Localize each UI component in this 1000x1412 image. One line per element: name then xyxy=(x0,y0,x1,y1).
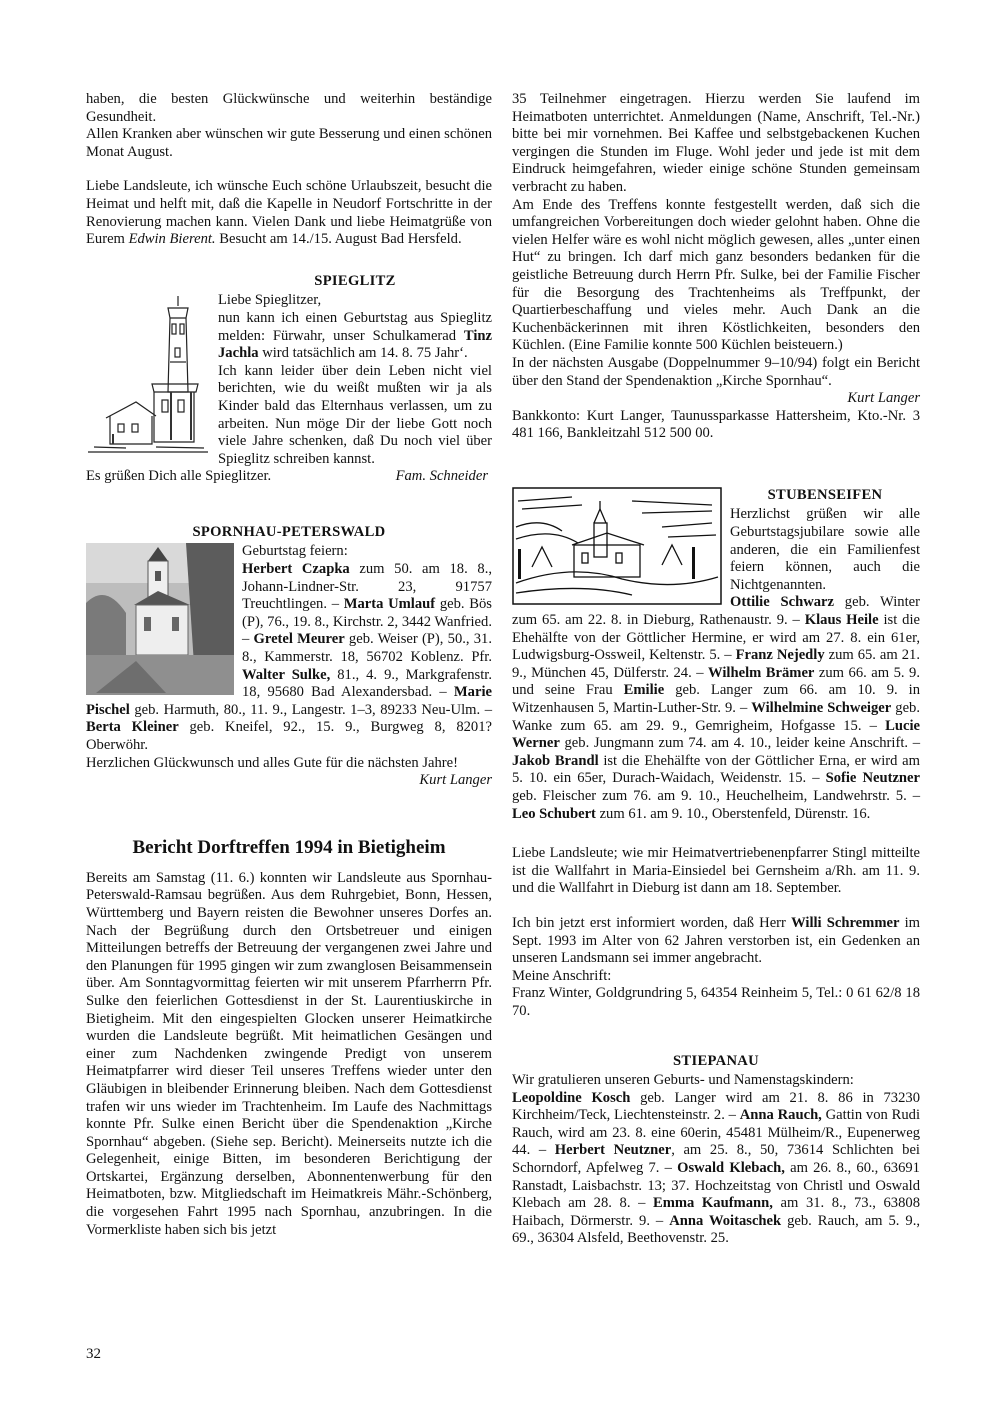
section-stiepanau xyxy=(512,1053,920,1249)
birthday-text: geb. Fleischer zum 76. am 9. 10., Heuchelheim, Landwehrstr. 5. – xyxy=(512,787,920,804)
person-herbert-neutzner: Herbert Neutzner xyxy=(554,1142,672,1159)
article-title: Bericht Dorftreffen 1994 in Bietigheim xyxy=(132,836,446,858)
spornhau-closing: Herzlichen Glückwunsch und alles Gute für die nächsten Jahre! xyxy=(86,754,459,771)
person-emilie: Emilie xyxy=(623,682,665,699)
spieglitz-text-end: wird tatsächlich am 14. 8. 75 Jahr‘. xyxy=(258,345,468,362)
person-gretel-meurer: Gretel Meurer xyxy=(253,631,345,648)
birthday-text: zum 61. am 9. 10., Oberstenfeld, Dürenstr. 16. xyxy=(595,805,871,822)
section-bericht xyxy=(86,836,492,1239)
church-photo xyxy=(86,543,234,695)
birthday-text: geb. Winter zum 65. am 22. 8. in Dieburg, Rathenaustr. 9. – xyxy=(512,594,920,629)
birthday-text: geb. Langer wird am 21. 8. 86 in 73230 Kirchheim/Teck, Liechtensteinstr. 2. – xyxy=(512,1089,920,1124)
birthday-text: geb. Harmuth, 80., 11. 9., Langestr. 1–3, 89233 Neu-Ulm. – xyxy=(129,701,492,718)
stiepanau-birthdays xyxy=(512,1090,920,1248)
birthday-text: geb. Bös (P), 76., 19. 8., Kirchstr. 2, 3442 Wanfried. – xyxy=(242,596,492,648)
person-franz-nejedly: Franz Nejedly xyxy=(735,647,825,664)
section-spornhau xyxy=(86,524,492,790)
greeting-text-end: Besucht am 14./15. August Bad Hersfeld. xyxy=(215,231,462,248)
stubenseifen-birthdays xyxy=(512,594,920,823)
spornhau-intro: Geburtstag feiern: xyxy=(242,543,348,560)
birthday-text: Gattin von Rudi Rauch, wird am 23. 8. eine 60erin, 45481 Mülheim/R., Eupenerweg 44. – xyxy=(512,1107,920,1159)
bank-account: Bankkonto: Kurt Langer, Taunussparkasse Hattersheim, Kto.-Nr. 3 481 166, Bankleitzahl 512 500 00. xyxy=(512,407,920,442)
birthday-text: am 31. 8., 73., 63808 Haibach, Dörmerstr. 9. – xyxy=(512,1195,920,1229)
article-continued-1: 35 Teilnehmer eingetragen. Hierzu werden Sie laufend im Heimatboten unterrichtet. Anmeldungen (Name, Anschrift, Tel.-Nr.) bitte bei mir vornehmen. Bei Kaffee und selbstgebackenen Kuchen vergingen die Stunden im Fluge. Wohl jeder und jede ist mit dem Eindruck heimgefahren, wieder einige schöne Stunden gemeinsam verbracht zu haben. xyxy=(512,91,920,195)
spieglitz-signature: Fam. Schneider xyxy=(395,468,488,485)
article-body: Bereits am Samstag (11. 6.) konnten wir Landsleute aus Spornhau-Peterswald-Ramsau begrüßen. Aus dem Ruhrgebiet, Bonn, Hessen, Württemberg und Bayern reisten die Bewohner unseres Dorfes an. Nach der Begrüßung durch den Ortsbetreuer und einigen Mitteilungen betreffs der Betreuung der vergangenen zwei Jahre und den Planungen für 1995 gingen wir zum zwanglosen Beisammensein über. Am Sonntagvormittag feierten wir mit unserem Pfarrherrn Pfr. Sulke den feierlichen Gottesdienst in der St. Laurentiuskirche in Bietigheim. Mit den eingespielten Glocken unserer Heimatkirche wurden die Landsleute begrüßt. Mit heimatlichen Gesängen und einer zum Nachdenken zwingende Predigt von unserem Heimatpfarrer wird dieser Teil unseres Treffens wieder unter den Gläubigen in bleibender Erinnerung bleiben. Nach dem Gottesdienst trafen wir uns wieder im Trachtenheim. Im Laufe des Nachmittags konnte Pfr. Sulke einen Bericht über die Spendenaktion „Kirche Spornhau“ abgeben. (Siehe sep. Bericht). Meinerseits nutzte ich die Gelegenheit, einige Bitten, im besonderen Berichtigung der Ortskartei, Ergänzung derselben, Abonnentenwerbung für den Heimatboten, bzw. Mitgliedschaft im Heimatkreis Mähr.-Schönberg, die vorgesehen Fahrt 1995 nach Spornhau, anzubringen. In die Vormerkliste haben sich bis jetzt xyxy=(86,869,492,1238)
intro-paragraph-2: Allen Kranken aber wünschen wir gute Besserung und einen schönen Monat August. xyxy=(86,126,492,160)
section-title-stiepanau: STIEPANAU xyxy=(673,1052,759,1069)
tower-illustration xyxy=(86,292,210,462)
greeting-text: Liebe Landsleute, ich wünsche Euch schöne Urlaubszeit, besucht die Heimat und helft mit, daß die Kapelle in Neudorf Fortschritte in der Renovierung machen kann. Vielen Dank und liebe Heimatgrüße von Eurem xyxy=(86,178,492,248)
section-title-spieglitz: SPIEGLITZ xyxy=(314,272,396,289)
stubenseifen-intro: Herzlichst grüßen wir alle Geburtstagsjubilare sowie alle anderen, die ein Familienfest feiern können, auch die Nichtgenannten. xyxy=(730,506,920,593)
person-tinz-jachla: Tinz Jachla xyxy=(218,327,492,362)
greeting-paragraph xyxy=(86,178,492,248)
birthday-text: geb. Weiser (P), 50., 31. 8., Kammerstr. 18, 56702 Koblenz. Pfr. xyxy=(242,631,492,666)
person-anna-woitaschek: Anna Woitaschek xyxy=(669,1212,782,1229)
spieglitz-text: nun kann ich einen Geburtstag aus Spieglitz melden: Fürwahr, unser Schulkamerad xyxy=(218,309,492,344)
article-continued-2: Am Ende des Treffens konnte festgestellt werden, daß sich die umfangreichen Vorbereitungen doch wieder gelohnt haben. Ohne die vielen Helfer wäre es wohl nicht möglich gewesen, alles „unter einen Hut“ zu bringen. Ich darf mich ganz besonders bedanken für die geistliche Betreuung durch Herrn Pfr. Sulke, bei der Familie Fischer für die Besorgung des Trachtenheims als Treffpunkt, der Quartierbeschaffung und vieles mehr. Auch Dank an die Kuchenbäckerinnen mit ihren Köstlichkeiten, besonders den Küchlen. (Eine Familie konnte 500 Küchlen beisteuern.) xyxy=(512,196,920,354)
right-column xyxy=(512,91,920,1248)
person-leo-schubert: Leo Schubert xyxy=(512,805,596,822)
person-emma-kaufmann: Emma Kaufmann, xyxy=(652,1195,773,1212)
birthday-text: , am 25. 8., 50, 73614 Schlichten bei Schorndorf, Apfelweg 7. – xyxy=(512,1142,920,1177)
death-text: Ich bin jetzt erst informiert worden, daß Herr xyxy=(512,914,792,931)
person-anna-rauch: Anna Rauch, xyxy=(739,1107,822,1124)
address-label: Meine Anschrift: xyxy=(512,967,612,984)
birthday-text: zum 50. am 18. 8., Johann-Lindner-Str. 23, 91757 Treuchtlingen. – xyxy=(242,561,492,613)
spieglitz-closing: Es grüßen Dich alle Spieglitzer. xyxy=(86,468,272,485)
person-leopoldine-kosch: Leopoldine Kosch xyxy=(512,1089,631,1106)
person-berta-kleiner: Berta Kleiner xyxy=(86,719,179,736)
stiepanau-intro: Wir gratulieren unseren Geburts- und Namenstagskindern: xyxy=(512,1072,854,1089)
birthday-text: zum 66. am 5. 9. und seine Frau xyxy=(512,664,920,699)
chapel-icon xyxy=(512,487,722,605)
person-willi-schremmer: Willi Schremmer xyxy=(791,914,900,931)
birthday-text: am 26. 8., 60., 63691 Ranstadt, Laisbachstr. 13; 37. Hochzeitstag von Christl und Oswald Klebach am 28. 8. – xyxy=(512,1160,920,1212)
article-continued-3: In der nächsten Ausgabe (Doppelnummer 9–10/94) folgt ein Bericht über den Stand der Spendenaktion „Kirche Spornhau“. xyxy=(512,354,920,389)
person-sofie-neutzner: Sofie Neutzner xyxy=(825,770,921,787)
birthday-text: geb. Rauch, am 5. 9., 69., 36304 Alsfeld, Beethovenstr. 25. xyxy=(512,1212,920,1247)
church-icon xyxy=(86,543,234,695)
address: Franz Winter, Goldgrundring 5, 64354 Reinheim 5, Tel.: 0 61 62/8 18 70. xyxy=(512,985,920,1019)
greeting-author: Edwin Bierent. xyxy=(128,231,216,248)
person-jakob-brandl: Jakob Brandl xyxy=(512,752,599,769)
left-column xyxy=(86,91,492,1239)
section-stubenseifen xyxy=(512,487,920,823)
person-wilhelm-braemer: Wilhelm Brämer xyxy=(708,664,815,681)
section-title-spornhau: SPORNHAU-PETERSWALD xyxy=(192,523,386,540)
article-signature: Kurt Langer xyxy=(847,390,920,407)
person-marta-umlauf: Marta Umlauf xyxy=(343,596,436,613)
birthday-text: geb. Wanke zum 65. am 29. 9., Gemrigheim, Hofgasse 15. – xyxy=(512,700,920,734)
spieglitz-salutation: Liebe Spieglitzer, xyxy=(218,292,322,309)
death-text-end: im Sept. 1993 im Alter von 62 Jahren verstorben ist, ein Gedenken an unseren Landsmann sei immer angebracht. xyxy=(512,914,920,967)
page-number: 32 xyxy=(86,1346,101,1362)
person-klaus-heile: Klaus Heile xyxy=(804,612,879,629)
intro-paragraph-1: haben, die besten Glückwünsche und weiterhin beständige Gesundheit. xyxy=(86,91,492,125)
person-walter-sulke: Walter Sulke, xyxy=(242,666,331,683)
birthday-text: geb. Langer zum 66. am 10. 9. in Witzenhausen 5, Martin-Luther-Str. 9. – xyxy=(512,682,920,716)
person-ottilie-schwarz: Ottilie Schwarz xyxy=(730,594,835,611)
birthday-text: ist die Ehehälfte von der Göttlicher Erna, er wird am 5. 10. ein 65er, Durach-Waidach, Weidenstr. 15. – xyxy=(512,752,920,787)
pilgrimage-notice: Liebe Landsleute; wie mir Heimatvertriebenenpfarrer Stingl mitteilte ist die Wallfahrt in Maria-Einsiedel bei Gernsheim a/Rh. am 11. 9. und die Wallfahrt in Dieburg ist dann am 18. September. xyxy=(512,845,920,897)
birthday-text: zum 65. am 21. 9., München 45, Dülferstr. 24. – xyxy=(512,647,920,681)
chapel-drawing xyxy=(512,487,722,605)
person-herbert-czapka: Herbert Czapka xyxy=(242,561,350,578)
spornhau-signature: Kurt Langer xyxy=(419,772,492,789)
person-lucie-werner: Lucie Werner xyxy=(512,717,920,752)
person-marie-pischel: Marie Pischel xyxy=(86,684,492,718)
spieglitz-body: Ich kann leider über dein Leben nicht viel berichten, wie du weißt mußten wir ja als Kinder bald das Elternhaus verlassen, um zu arbeiten. Nun möge Dir der liebe Gott noch viele Jahre schenken, daß Du noch viel über Spieglitz schreiben kannst. xyxy=(218,362,492,467)
tower-icon xyxy=(86,292,210,462)
section-title-stubenseifen: STUBENSEIFEN xyxy=(767,486,883,503)
birthday-text: ist die Ehehälfte von der Göttlicher Hermine, er wird am 27. 8. ein 61er, Ludwigsburg-Ossweil, Keltenstr. 5. – xyxy=(512,612,920,664)
birthday-text: 81., 4. 9., Markgrafenstr. 18, 95680 Bad Alexandersbad. – xyxy=(242,666,492,701)
birthday-text: geb. Kneifel, 92., 15. 9., Burgweg 8, 8201? Oberwöhr. xyxy=(86,719,492,753)
section-spieglitz xyxy=(86,273,492,486)
death-notice xyxy=(512,915,920,968)
person-wilhelmine-schweiger: Wilhelmine Schweiger xyxy=(751,700,892,716)
birthday-text: geb. Jungmann zum 74. am 4. 10., leider keine Anschrift. – xyxy=(559,735,920,752)
person-oswald-klebach: Oswald Klebach, xyxy=(677,1160,785,1177)
